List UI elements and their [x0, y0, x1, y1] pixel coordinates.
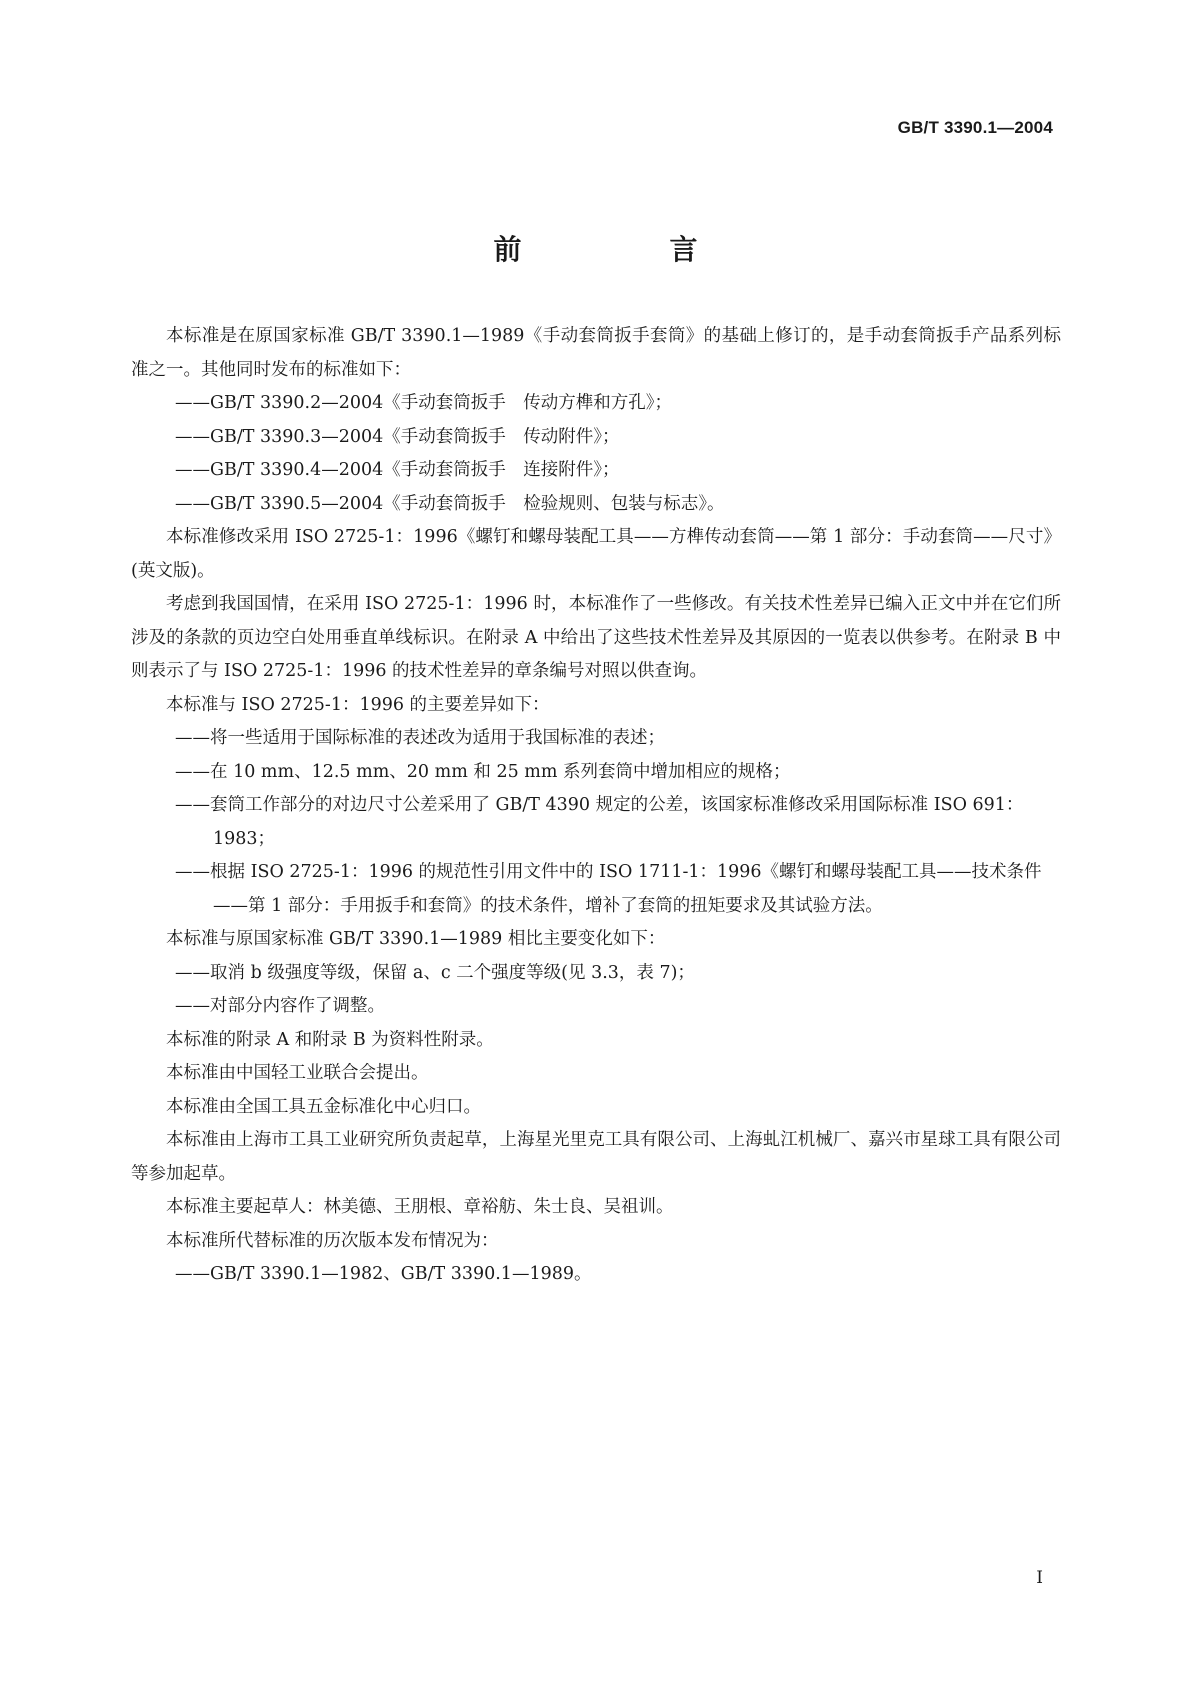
- list-item: ——将一些适用于国际标准的表述改为适用于我国标准的表述；: [175, 728, 665, 748]
- paragraph: 考虑到我国国情，在采用 ISO 2725-1：1996 时，本标准作了一些修改。有关技术性差异已编入正文中并在它们所涉及的条款的页边空白处用垂直单线标识。在附录 A 中给出了这些技术性差异及其原因的一览表以供参考。在附录 B 中则表示了与 ISO 2725-1：1996 的技术性差异的章条编号对照以供查询。: [131, 594, 1061, 681]
- list-item: ——GB/T 3390.1—1982、GB/T 3390.1—1989。: [175, 1264, 592, 1284]
- paragraph: 本标准由全国工具五金标准化中心归口。: [166, 1096, 481, 1117]
- list-item: ——在 10 mm、12.5 mm、20 mm 和 25 mm 系列套筒中增加相应的规格；: [175, 761, 791, 782]
- paragraph: 本标准修改采用 ISO 2725-1：1996《螺钉和螺母装配工具——方榫传动套筒——第 1 部分：手动套筒——尺寸》(英文版)。: [131, 527, 1061, 581]
- page-number: I: [1036, 1568, 1043, 1588]
- paragraph: 本标准由中国轻工业联合会提出。: [166, 1063, 429, 1083]
- paragraph: 本标准所代替标准的历次版本发布情况为：: [166, 1230, 499, 1251]
- list-item: ——套筒工作部分的对边尺寸公差采用了 GB/T 4390 规定的公差，该国家标准修改采用国际标准 ISO 691：1983；: [175, 795, 1024, 849]
- paragraph: 本标准主要起草人：林美德、王朋根、章裕舫、朱士良、吴祖训。: [166, 1197, 674, 1217]
- list-item: ——GB/T 3390.5—2004《手动套筒扳手 检验规则、包装与标志》。: [175, 493, 725, 514]
- list-item: ——GB/T 3390.3—2004《手动套筒扳手 传动附件》；: [175, 426, 620, 447]
- list-item: ——取消 b 级强度等级，保留 a、c 二个强度等级(见 3.3，表 7)；: [175, 962, 695, 983]
- list-item: ——根据 ISO 2725-1：1996 的规范性引用文件中的 ISO 1711-1：1996《螺钉和螺母装配工具——技术条件——第 1 部分：手用扳手和套筒》的技术条件，增补了套筒的扭矩要求及其试验方法。: [175, 862, 1042, 916]
- foreword-body: [131, 320, 1061, 1292]
- paragraph: 本标准是在原国家标准 GB/T 3390.1—1989《手动套筒扳手套筒》的基础上修订的，是手动套筒扳手产品系列标准之一。其他同时发布的标准如下：: [131, 326, 1061, 380]
- paragraph: 本标准与 ISO 2725-1：1996 的主要差异如下：: [166, 694, 550, 715]
- list-item: ——对部分内容作了调整。: [175, 996, 385, 1016]
- paragraph: 本标准与原国家标准 GB/T 3390.1—1989 相比主要变化如下：: [166, 929, 666, 949]
- paragraph: 本标准的附录 A 和附录 B 为资料性附录。: [166, 1029, 494, 1050]
- paragraph: 本标准由上海市工具工业研究所负责起草，上海星光里克工具有限公司、上海虬江机械厂、嘉兴市星球工具有限公司等参加起草。: [131, 1130, 1061, 1184]
- page-title: 前 言: [493, 233, 758, 266]
- standard-code: GB/T 3390.1—2004: [897, 118, 1053, 137]
- list-item: ——GB/T 3390.2—2004《手动套筒扳手 传动方榫和方孔》；: [175, 393, 672, 413]
- list-item: ——GB/T 3390.4—2004《手动套筒扳手 连接附件》；: [175, 460, 620, 480]
